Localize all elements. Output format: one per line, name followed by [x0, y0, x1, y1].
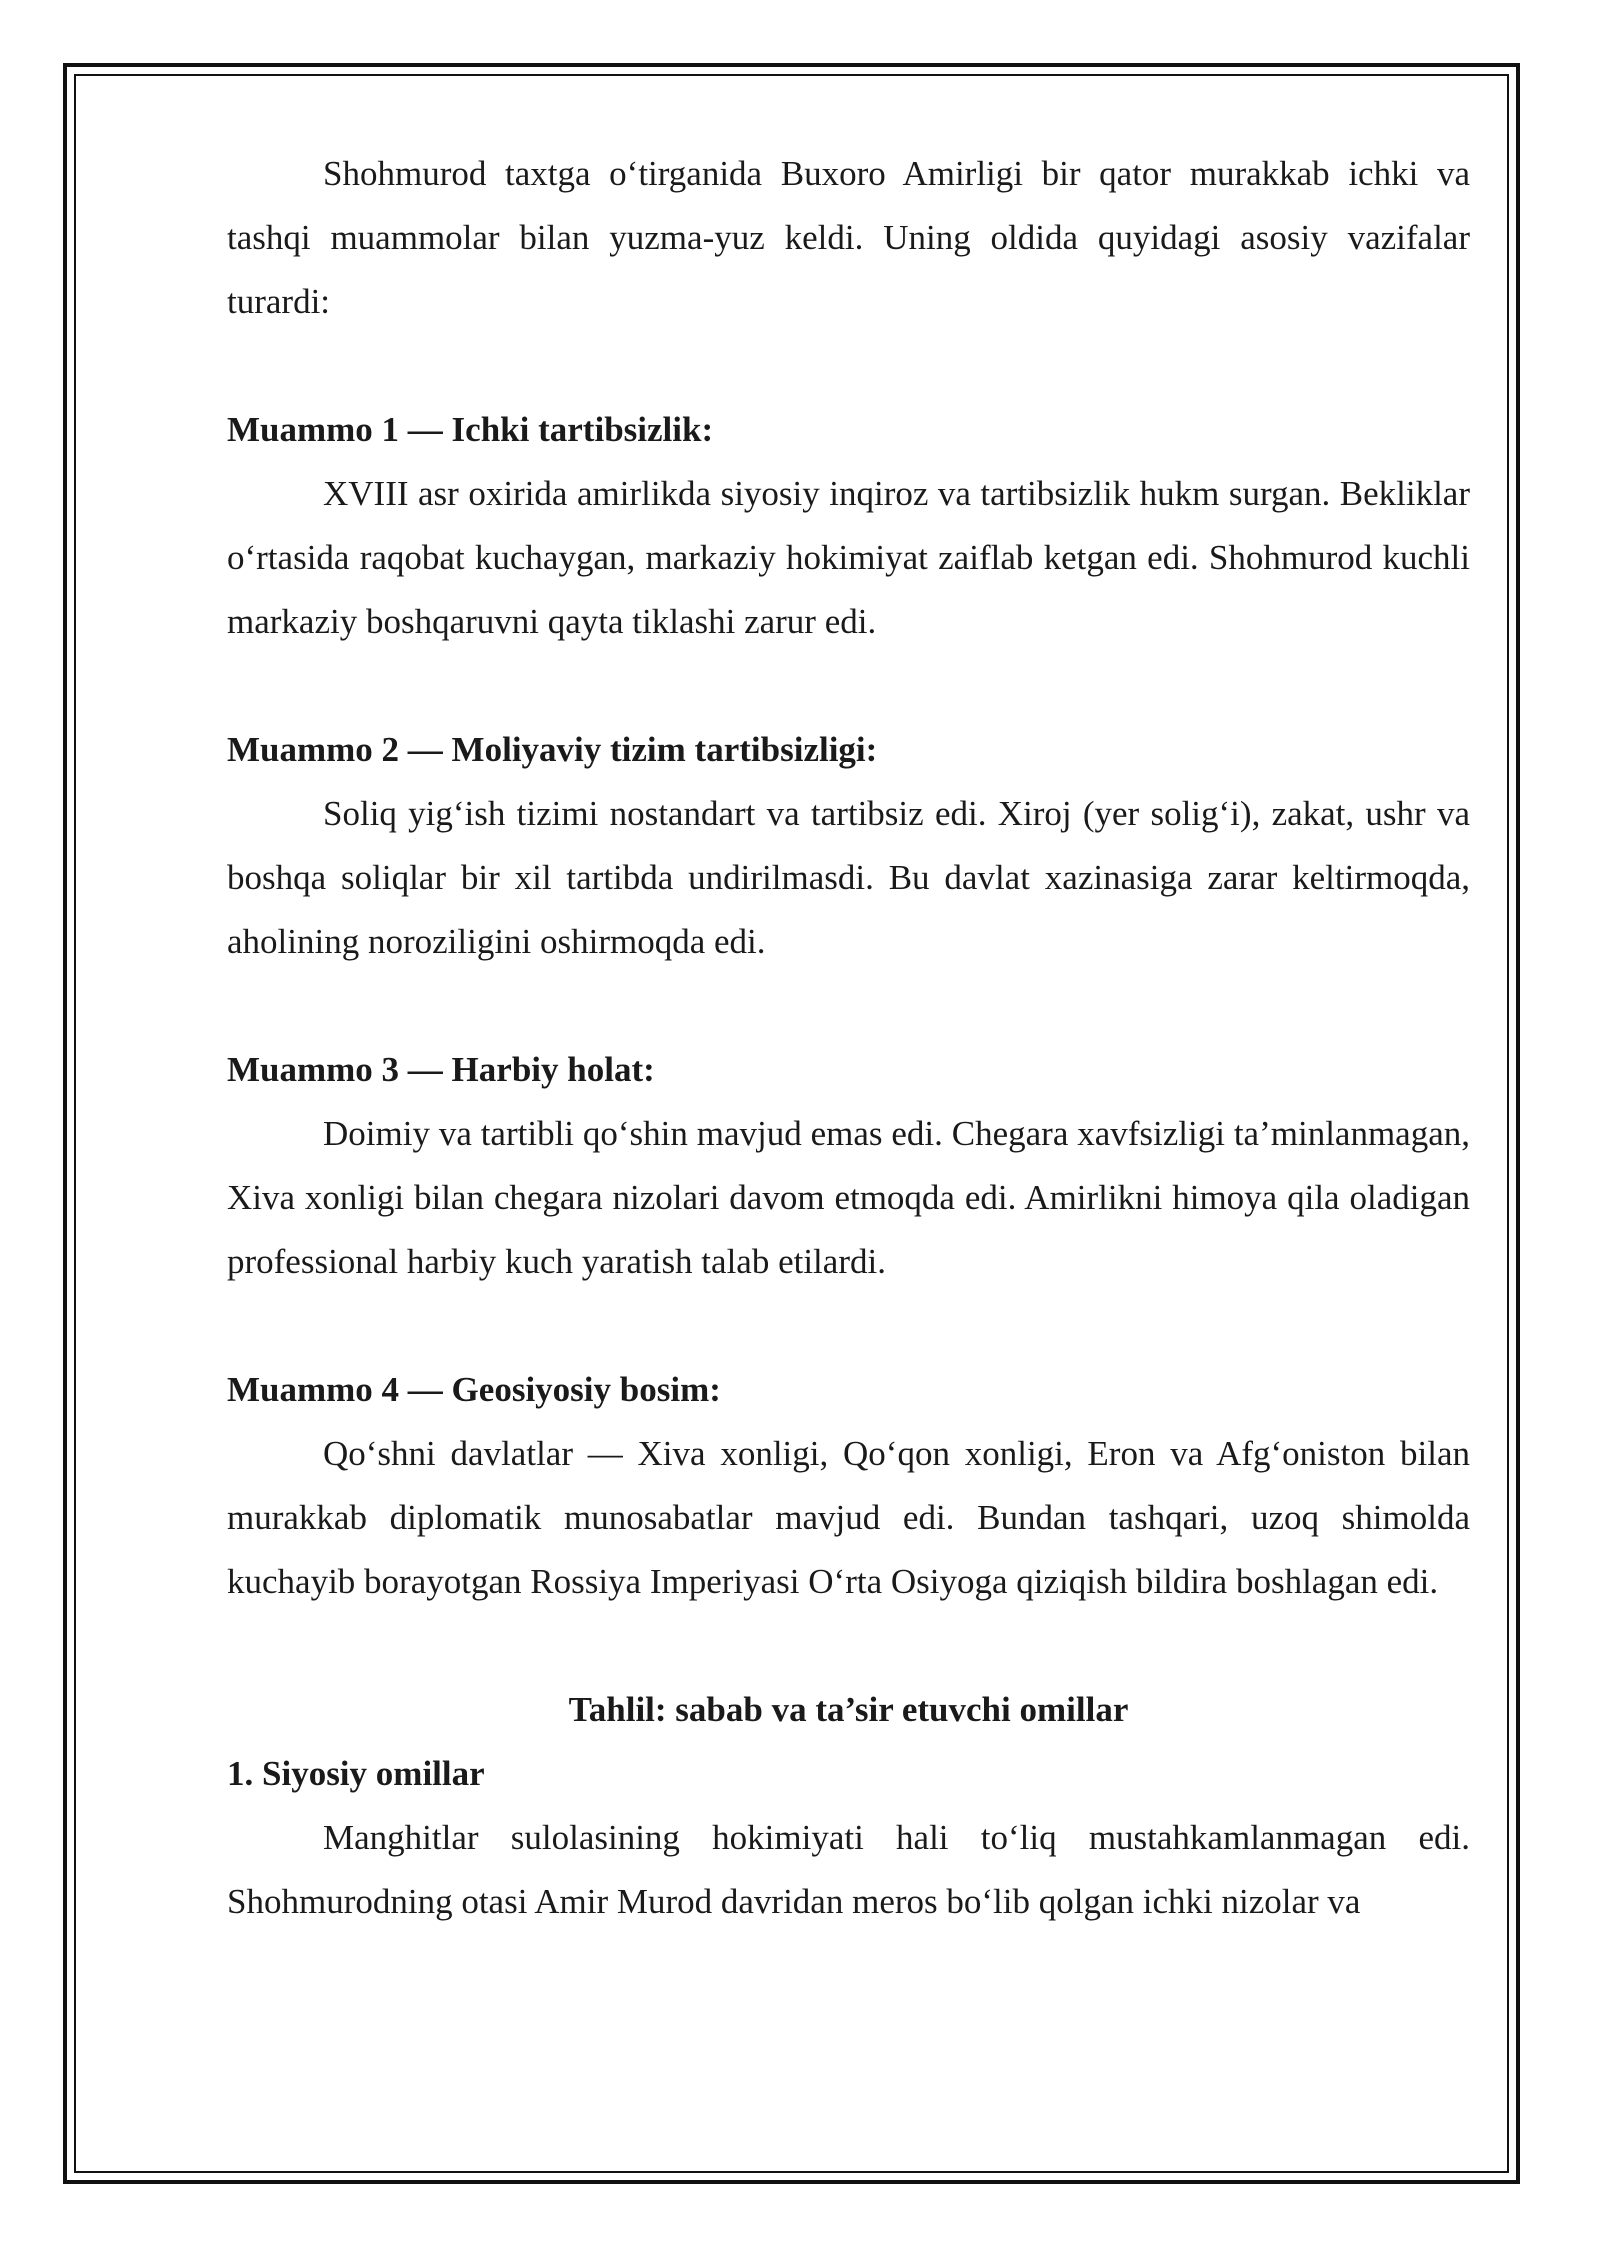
analysis-section-1-text: Manghitlar sulolasining hokimiyati hali to‘liq mustahkamlanmagan edi. Shohmurodning otasi Amir Murod davridan meros bo‘lib qolgan ichki nizolar va [227, 1818, 1470, 1921]
intro-paragraph: Shohmurod taxtga o‘tirganida Buxoro Amirligi bir qator murakkab ichki va tashqi muammolar bilan yuzma-yuz keldi. Uning oldida quyidagi asosiy vazifalar turardi: [227, 154, 1470, 321]
problem-2-title: Muammo 2 — Moliyaviy tizim tartibsizligi: [227, 730, 878, 769]
problem-1-title: Muammo 1 — Ichki tartibsizlik: [227, 410, 714, 449]
problem-3-text: Doimiy va tartibli qo‘shin mavjud emas edi. Chegara xavfsizligi ta’minlanmagan, Xiva xonligi bilan chegara nizolari davom etmoqda edi. Amirlikni himoya qila oladigan professional harbiy kuch yaratish talab etilardi. [227, 1114, 1470, 1281]
document-body [227, 142, 1470, 1934]
analysis-section-1-title: 1. Siyosiy omillar [227, 1754, 485, 1793]
problem-4-text: Qo‘shni davlatlar — Xiva xonligi, Qo‘qon xonligi, Eron va Afg‘oniston bilan murakkab diplomatik munosabatlar mavjud edi. Bundan tashqari, uzoq shimolda kuchayib borayotgan Rossiya Imperiyasi O‘rta Osiyoga qiziqish bildira boshlagan edi. [227, 1434, 1470, 1601]
problem-1-text: XVIII asr oxirida amirlikda siyosiy inqiroz va tartibsizlik hukm surgan. Bekliklar o‘rtasida raqobat kuchaygan, markaziy hokimiyat zaiflab ketgan edi. Shohmurod kuchli markaziy boshqaruvni qayta tiklashi zarur edi. [227, 474, 1470, 641]
problem-3-title: Muammo 3 — Harbiy holat: [227, 1050, 655, 1089]
problem-4-title: Muammo 4 — Geosiyosiy bosim: [227, 1370, 721, 1409]
problem-2-text: Soliq yig‘ish tizimi nostandart va tartibsiz edi. Xiroj (yer solig‘i), zakat, ushr va boshqa soliqlar bir xil tartibda undirilmasdi. Bu davlat xazinasiga zarar keltirmoqda, aholining noroziligini oshirmoqda edi. [227, 794, 1470, 961]
analysis-title: Tahlil: sabab va ta’sir etuvchi omillar [568, 1690, 1129, 1729]
